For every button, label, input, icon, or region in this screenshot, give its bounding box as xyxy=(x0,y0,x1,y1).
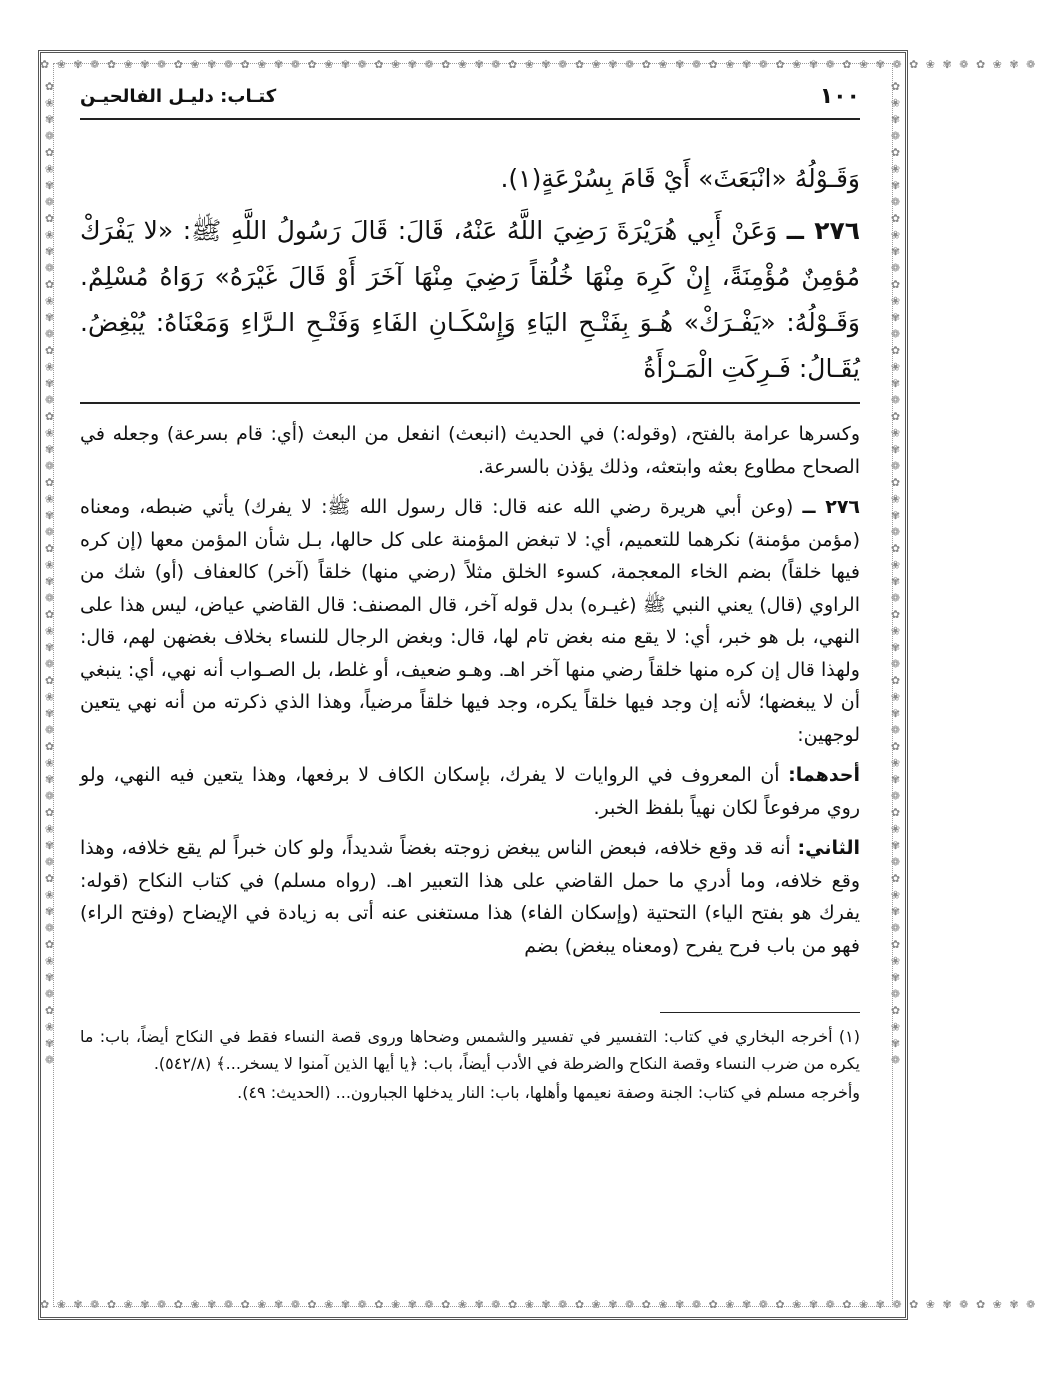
bottom-ornament-border: ✿ ❀ ✾ ❁ ✿ ❀ ✾ ❁ ✿ ❀ ✾ ❁ ✿ ❀ ✾ ❁ ✿ ❀ ✾ ❁ ✿ ❀ ✾ ❁ ✿ ❀ ✾ ❁ ✿ ❀ ✾ ❁ ✿ ❀ ✾ ❁ ✿ ❀ ✾ ❁ ✿ ❀ ✾ ❁ ✿ ❀ ✾ ❁ ✿ ❀ ✾ ❁ ✿ ❀ ✾ ❁ ✿ ❀ ✾ ❁ xyxy=(40,1298,1037,1311)
commentary-body: أنه قد وقع خلافه، فبعض الناس يبغض زوجته بغضاً شديداً، ولو كان خبراً لم يقع خلافه، وهذا وقع خلافه، وما أدري ما حمل القاضي على هذا التعبير اهـ. (رواه مسلم) في كتاب النكاح (قوله: يفرك هو بفتح الياء) التحتية (وإسكان الفاء) هذا مستغنى عنه أتى به زيادة في الإيضاح (وفتح الراء) فهو من باب فرح يفرح (ومعناه يبغض) بضم xyxy=(80,837,860,957)
running-header xyxy=(80,84,860,120)
section-divider xyxy=(80,402,860,404)
hadith-text: وَعَنْ أَبِي هُرَيْرَةَ رَضِيَ اللَّهُ عَنْهُ، قَالَ: قَالَ رَسُولُ اللَّهِ ﷺ: «لا يَفْرَكْ مُؤمِنٌ مُؤْمِنَةً، إِنْ كَرِهَ مِنْهَا خُلُقاً رَضِيَ مِنْهَا آخَرَ أَوْ قَالَ غَيْرَهُ» رَوَاهُ مُسْلِمٌ. وَقَـوْلُهُ: «يَفْـرَكْ» هُـوَ بِفَتْـحِ اليَاءِ وَإِسْكَـانِ الفَاءِ وَفَتْـحِ الـرَّاءِ وَمَعْنَاهُ: يُبْغِضُ. يُقَـالُ: فَـرِكَتِ الْمَـرْأَةُ xyxy=(80,216,860,383)
matn-hadith xyxy=(80,208,860,392)
footnote-divider xyxy=(660,1012,860,1013)
page-number: ١٠٠ xyxy=(819,84,860,109)
footnote: (١) أخرجه البخاري في كتاب: التفسير في تفسير والشمس وضحاها وروى قصة النساء فقط في النكاح أيضاً، باب: ما يكره من ضرب النساء وقصة النكاح والضرطة في الأدب أيضاً، باب: ﴿يا أيها الذين آمنوا لا يسخر...﴾ (٥٤٢/٨). xyxy=(80,1027,860,1073)
right-ornament-border: ✿ ❀ ✾ ❁ ✿ ❀ ✾ ❁ ✿ ❀ ✾ ❁ ✿ ❀ ✾ ❁ ✿ ❀ ✾ ❁ ✿ ❀ ✾ ❁ ✿ ❀ ✾ ❁ ✿ ❀ ✾ ❁ ✿ ❀ ✾ ❁ ✿ ❀ ✾ ❁ ✿ ❀ ✾ ❁ ✿ ❀ ✾ ❁ ✿ ❀ ✾ ❁ ✿ ❀ ✾ ❁ ✿ ❀ ✾ ❁ xyxy=(889,80,902,1067)
page-content xyxy=(80,84,860,1108)
hadith-number: ٢٧٦ ــ xyxy=(786,216,860,245)
paragraph-lead: أحدهما: xyxy=(788,764,860,786)
left-ornament-border: ✿ ❀ ✾ ❁ ✿ ❀ ✾ ❁ ✿ ❀ ✾ ❁ ✿ ❀ ✾ ❁ ✿ ❀ ✾ ❁ ✿ ❀ ✾ ❁ ✿ ❀ ✾ ❁ ✿ ❀ ✾ ❁ ✿ ❀ ✾ ❁ ✿ ❀ ✾ ❁ ✿ ❀ ✾ ❁ ✿ ❀ ✾ ❁ ✿ ❀ ✾ ❁ ✿ ❀ ✾ ❁ ✿ ❀ ✾ ❁ xyxy=(43,80,56,1067)
footnotes xyxy=(80,1023,860,1106)
commentary-paragraph xyxy=(80,491,860,751)
paragraph-lead: الثاني: xyxy=(797,837,860,859)
matn-text xyxy=(80,156,860,392)
commentary-text xyxy=(80,418,860,962)
commentary-paragraph xyxy=(80,832,860,962)
commentary-body: (وعن أبي هريرة رضي الله عنه قال: قال رسول الله ﷺ: لا يفرك) يأتي ضبطه، ومعناه (مؤمن مؤمنة) نكرهما للتعميم، أي: لا تبغض المؤمنة على كل حالها، بـل شأن المؤمن معها (إن كره فيها خلقاً) بضم الخاء المعجمة، كسوء الخلق مثلاً (رضي منها) خلقاً (آخر) كالعفاف (أو) شك من الراوي (قال) يعني النبي ﷺ (غيـره) بدل قوله آخر، قال المصنف: قال القاضي عياض، ليس هذا على النهي، بل هو خبر، أي: لا يقع منه بغض تام لها، قال: وبغض الرجال للنساء بخلاف بغضهن لهم، قال: ولهذا قال إن كره منها خلقاً رضي منها آخر اهـ. وهـو ضعيف، أو غلط، بل الصـواب أنه نهي، أي: ينبغي أن لا يبغضها؛ لأنه إن وجد فيها خلقاً يكره، وجد فيها خلقاً مرضياً، وهذا الذي ذكرته من أنه نهي يتعين لوجهين: xyxy=(80,496,860,746)
commentary-paragraph: وكسرها عرامة بالفتح، (وقوله:) في الحديث (انبعث) انفعل من البعث (أي: قام بسرعة) وجعله في الصحاح مطاوع بعثه وابتعثه، وذلك يؤذن بالسرعة. xyxy=(80,423,860,478)
top-ornament-border: ✿ ❀ ✾ ❁ ✿ ❀ ✾ ❁ ✿ ❀ ✾ ❁ ✿ ❀ ✾ ❁ ✿ ❀ ✾ ❁ ✿ ❀ ✾ ❁ ✿ ❀ ✾ ❁ ✿ ❀ ✾ ❁ ✿ ❀ ✾ ❁ ✿ ❀ ✾ ❁ ✿ ❀ ✾ ❁ ✿ ❀ ✾ ❁ ✿ ❀ ✾ ❁ ✿ ❀ ✾ ❁ ✿ ❀ ✾ ❁ xyxy=(40,58,1037,71)
book-title: كتـاب: دليـل الفالحيـن xyxy=(80,86,277,107)
matn-line: وَقَـوْلُهُ «انْبَعَثَ» أَيْ قَامَ بِسُرْعَةٍ(١). xyxy=(500,164,860,193)
commentary-hadith-number: ٢٧٦ ــ xyxy=(802,496,861,518)
commentary-body: أن المعروف في الروايات لا يفرك، بإسكان الكاف لا برفعها، وهذا يتعين فيه النهي، ولو روي مرفوعاً لكان نهياً بلفظ الخبر. xyxy=(80,764,860,819)
commentary-paragraph xyxy=(80,759,860,824)
footnote: وأخرجه مسلم في كتاب: الجنة وصفة نعيمها وأهلها، باب: النار يدخلها الجبارون... (الحديث: ٤٩). xyxy=(237,1083,860,1102)
